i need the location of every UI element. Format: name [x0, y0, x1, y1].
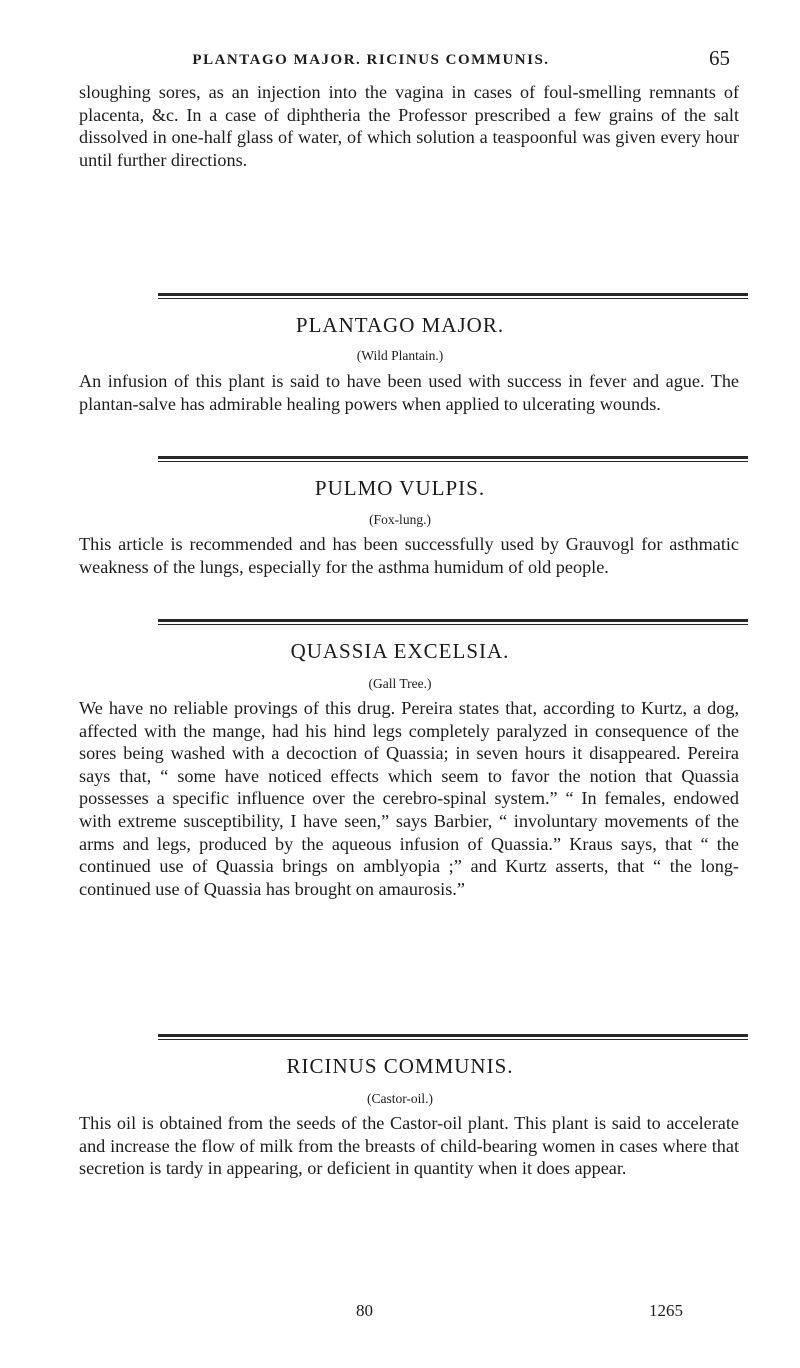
- section-body-ricinus: This oil is obtained from the seeds of the Castor-oil plant. This plant is said to accelerate and increase the flow of milk from the breasts of child-bearing women in cases where that secretion is tardy in appearing, or deficient in quantity when it does appear.: [79, 1113, 739, 1179]
- intro-paragraph: sloughing sores, as an injection into the vagina in cases of foul-smelling remnants of placenta, &c. In a case of diphtheria the Professor prescribed a few grains of the salt dissolved in one-half glass of water, of which solution a teaspoonful was given every hour until further directions.: [79, 82, 739, 170]
- section-title-ricinus: RICINUS COMMUNIS.: [286, 1054, 514, 1078]
- section-body-quassia: We have no reliable provings of this drug. Pereira states that, according to Kurtz, a dog, affected with the mange, had his hind legs completely paralyzed in consequence of the sores being washed with a decoction of Quassia; in seven hours it disappeared. Pereira says that, “ some have noticed effects which seem to favor the notion that Quassia possesses a specific influence over the cerebro-spinal system.” “ In females, endowed with extreme susceptibility, I have seen,” says Barbier, “ involuntary movements of the arms and legs, produced by the aqueous infusion of Quassia.” Kraus says, that “ the continued use of Quassia brings on amblyopia ;” and Kurtz asserts, that “ the long-continued use of Quassia has brought on amaurosis.”: [79, 698, 739, 899]
- signature-mark: 80: [356, 1301, 373, 1320]
- section-subtitle-quassia: (Gall Tree.): [368, 676, 432, 691]
- section-subtitle-pulmo: (Fox-lung.): [369, 512, 431, 527]
- running-head: PLANTAGO MAJOR. RICINUS COMMUNIS.: [192, 52, 550, 68]
- page-number: 65: [709, 46, 730, 70]
- section-divider: [158, 1034, 748, 1040]
- section-title-pulmo: PULMO VULPIS.: [314, 476, 486, 500]
- section-divider: [158, 293, 748, 299]
- section-subtitle-plantago: (Wild Plantain.): [356, 348, 444, 363]
- section-body-plantago: An infusion of this plant is said to have been used with success in fever and ague. The plantan-salve has admirable healing powers when applied to ulcerating wounds.: [79, 371, 739, 414]
- section-title-quassia: QUASSIA EXCELSIA.: [290, 639, 510, 663]
- section-divider: [158, 456, 748, 462]
- section-title-plantago: PLANTAGO MAJOR.: [295, 313, 505, 337]
- section-body-pulmo: This article is recommended and has been successfully used by Grauvogl for asthmatic weakness of the lungs, especially for the asthma humidum of old people.: [79, 534, 739, 577]
- section-divider: [158, 619, 748, 625]
- signature-mark: 1265: [649, 1301, 683, 1320]
- section-subtitle-ricinus: (Castor-oil.): [366, 1091, 434, 1106]
